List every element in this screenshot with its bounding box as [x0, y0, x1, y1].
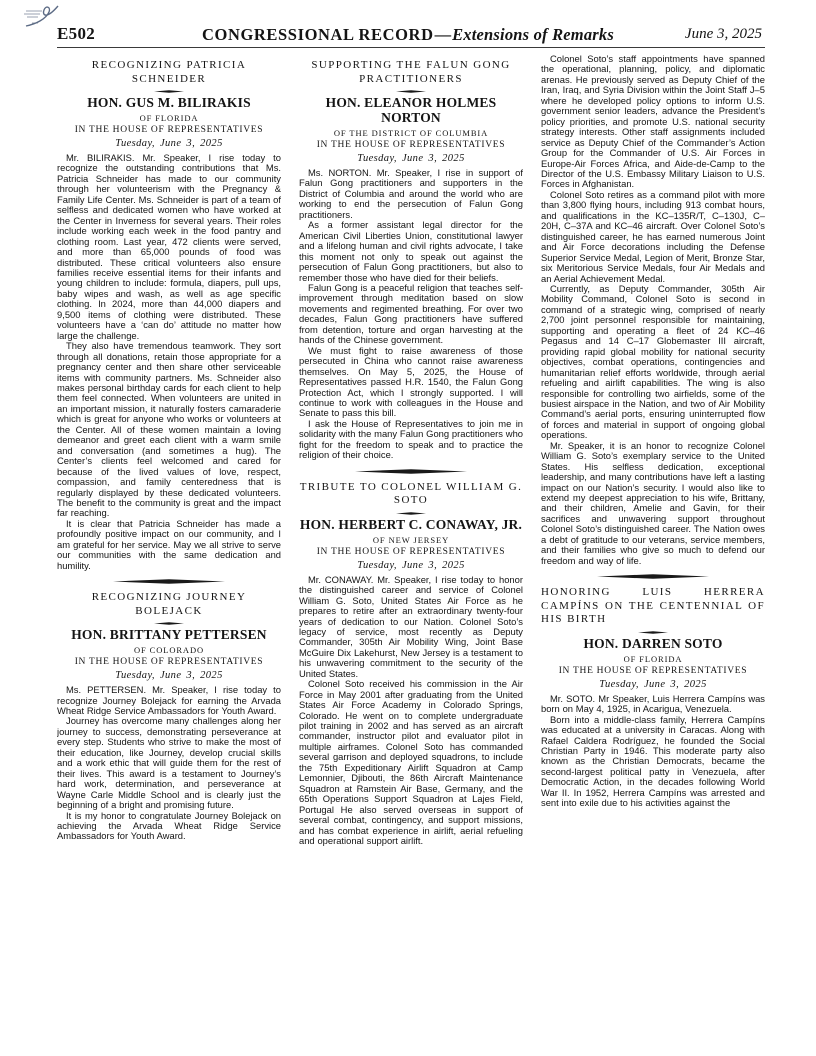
article-body	[57, 153, 281, 571]
text-column-3	[541, 52, 765, 1010]
article-title: SUPPORTING THE FALUN GONG PRACTITIONERS	[311, 59, 511, 85]
chamber-line: IN THE HOUSE OF REPRESENTATIVES	[558, 665, 748, 676]
article	[299, 481, 523, 847]
article-body	[541, 694, 765, 809]
article-title: RECOGNIZING JOURNEY BOLEJACK	[91, 591, 247, 617]
paragraph: Falun Gong is a peaceful religion that teaches self-improvement through meditation based on slow movements and regimented breathing. For over two decades, Falun Gong practitioners have suffered from detention, torture and organ harvesting at the hands of the Chinese government.	[299, 281, 523, 346]
header-rule	[57, 47, 765, 48]
member-state: OF COLORADO	[133, 645, 205, 656]
sitting-date: Tuesday, June 3, 2025	[115, 670, 223, 682]
article-continuation	[541, 54, 765, 566]
issue-date: June 3, 2025	[684, 26, 762, 42]
paragraph: Mr. CONAWAY. Mr. Speaker, I rise today to honor the distinguished career and service of Colonel William G. Soto, United States Air Force as he prepares to retire after an extraordinary twenty-four years of dedication to our Nation. Colonel Soto’s legacy of service, most recently as Deputy Commander, 305th Air Mobility Wing, Joint Base McGuire Dix Lakehurst, New Jersey is a testament to his unwavering commitment to the security of the United States.	[299, 573, 523, 679]
paragraph: Colonel Soto retires as a command pilot with more than 3,800 flying hours, including 913 combat hours, and qualifications in the KC–135R/T, C–130J, C–20H, C–37A and KC–46 aircraft. Over Colonel Soto’s distinguished career, he has earned numerous Joint and Air Force decorations including the Defense Superior Service Medal, Legion of Merit, Bronze Star, six Meritorious Service Medals, four Air Medals and an Aerial Achievement Medal.	[541, 188, 765, 284]
paragraph: Currently, as Deputy Commander, 305th Air Mobility Command, Colonel Soto is second in command of a strategic wing, comprised of nearly 2,700 joint personnel responsible for maintaining, supporting and operating a fleet of 24 KC–46 Pegasus and 14 C–17 Globemaster III aircraft, providing rapid global mobility for national security objectives, combat operations, contingencies and humanitarian relief efforts worldwide, through aerial refueling and airlift capabilities. The wing is also responsible for controlling two airfields, some of the busiest airspace in the Nation, and two of Air Mobility Command’s aerial ports, ensuring uninterrupted flow of forces and material in support of ongoing global operations.	[541, 282, 765, 441]
paragraph: We must fight to raise awareness of those persecuted in China who cannot raise awareness themselves. On May 5, 2025, the House of Representatives passed H.R. 1540, the Falun Gong Protection Act, which I strongly supported. I will continue to work with colleagues in the House and Senate to pass this bill.	[299, 344, 523, 419]
sitting-date: Tuesday, June 3, 2025	[599, 678, 707, 690]
text-column-1	[57, 52, 281, 1010]
paragraph: Colonel Soto received his commission in the Air Force in May 2001 after graduating from the United States Air Force Academy in Colorado Springs, Colorado. He went on to complete undergraduate pilot training in 2002 and has served as an aircraft commander, instructor pilot and evaluator pilot in multiple airframes. Colonel Soto has commanded several garrison and deployed squadrons, to include the 75th Expeditionary Airlift Squadron at Camp Lemonnier, Djibouti, the 86th Aircraft Maintenance Squadron at Ramstein Air Base, Germany, and the 65th Operations Support Squadron at Lajes Field, Portugal He also served overseas in support of several combat, contingency, and support missions, and has combat experience in airlift, aerial refueling and operational support airlift.	[299, 678, 523, 847]
sitting-date: Tuesday, June 3, 2025	[357, 153, 465, 164]
title-rule	[299, 90, 523, 93]
paragraph: Mr. Speaker, it is an honor to recognize Colonel William G. Soto’s exemplary service to the United States. His selfless dedication, exceptional leadership, and many contributions have left a lasting impact on our Nation’s security. I would also like to extend my deepest appreciation to his wife, Brittany, and their children, Amelie and Gavin, for their sacrifices and unwavering support throughout Colonel Soto’s distinguished career. The Nation owes a debt of gratitude to our veterans, service members, and their families who give so much to defend our freedom and way of life.	[541, 439, 765, 566]
member-name: HON. ELEANOR HOLMES NORTON	[325, 95, 497, 125]
masthead-section: Extensions of Remarks	[452, 25, 614, 44]
paragraph: I ask the House of Representatives to join me in solidarity with the many Falun Gong practitioners who fight for the freedom to speak and to practice the religion of their choice.	[299, 417, 523, 461]
paragraph: It is clear that Patricia Schneider has made a profoundly positive impact on our community, and I am grateful for her service. May we all strive to serve our communities with the same dedication and humility.	[57, 517, 281, 571]
member-state: OF FLORIDA	[139, 113, 199, 123]
paragraph: Born into a middle-class family, Herrera Campíns was educated at a university in Caracas. Along with Rafael Caldera Rodríguez, he founded the Social Christian Party in 1946. This moderate party also known as the Christian Democrats, became the second-largest political patty in Venezuela, after Democratic Action, in the decades following World War II. In 1952, Herrera Campíns was arrested and sent into exile due to his activities against the	[541, 713, 765, 809]
paragraph: Colonel Soto’s staff appointments have spanned the operational, planning, policy, and diplomatic arenas. He previously served as Deputy Chief of the Iran, Iraq, and Syria Division within the Joint Staff J–5 where he developed policy options to inform U.S. government senior leaders, advance the President’s policy priorities, and promote U.S. national security strategy interests. Other staff assignments included service as Deputy Chief of the Commander’s Action Group for the Commander of U.S. Air Forces in Europe-Air Forces Africa, and Aide-de-Camp to the Director of the U.S. Embassy Military Liaison to U.S. Forces in Afghanistan.	[541, 53, 765, 190]
article-divider	[299, 469, 523, 474]
title-rule	[57, 622, 281, 625]
member-name: HON. DARREN SOTO	[583, 635, 723, 651]
article-title: TRIBUTE TO COLONEL WILLIAM G. SOTO	[299, 480, 523, 507]
article	[57, 591, 281, 842]
article-body	[299, 575, 523, 847]
member-name: HON. BRITTANY PETTERSEN	[71, 627, 267, 643]
article	[541, 586, 765, 808]
member-name: HON. GUS M. BILIRAKIS	[87, 95, 251, 110]
chamber-line: IN THE HOUSE OF REPRESENTATIVES	[316, 546, 506, 557]
masthead-title: CONGRESSIONAL RECORD	[202, 25, 434, 44]
member-state: OF NEW JERSEY	[372, 534, 450, 545]
paragraph: They also have tremendous teamwork. They sort through all donations, retain those appropriate for a pregnancy center and then share other serviceable items with community partners. Ms. Schneider also makes personal birthday cards for each client to help them feel connected. When volunteers are united in an important mission, it naturally fosters camaraderie which is great for anyone who works or volunteers at the Center. All of these women maintain a loving demeanor and greet each client with a warm smile and conversation (and sometimes a hug). The Center’s clients feel welcomed and cared for because of the lived values of love, respect, compassion, and family centeredness that is regularly displayed by these dedicated volunteers. The benefit to the community is great and the impact far reaching.	[57, 340, 281, 519]
sitting-date: Tuesday, June 3, 2025	[357, 559, 465, 571]
chamber-line: IN THE HOUSE OF REPRESENTATIVES	[316, 140, 506, 150]
article-divider	[57, 579, 281, 584]
article-body	[299, 168, 523, 461]
paragraph: Journey has overcome many challenges along her journey to success, demonstrating perseverance at every step. Students who strive to make the most of their education, like Journey, develop crucial skills and a work ethic that will guide them for the rest of their lives. This award is a testament to Journey’s hard work, determination, and perseverance at Wayne Carle Middle School and is clearly just the beginning of a bright and promising future.	[57, 715, 281, 811]
article-title: HONORING LUIS HERRERA CAMPÍNS ON THE CENTENNIAL OF HIS BIRTH	[541, 586, 765, 626]
text-column-2	[299, 52, 523, 1010]
masthead-dash: —	[434, 25, 452, 44]
chamber-line: IN THE HOUSE OF REPRESENTATIVES	[74, 657, 264, 668]
paragraph: Mr. SOTO. Mr Speaker, Luis Herrera Campíns was born on May 4, 1925, in Acarigua, Venezuela.	[541, 692, 765, 715]
member-state: OF THE DISTRICT OF COLUMBIA	[333, 128, 489, 138]
article	[57, 59, 281, 571]
member-state: OF FLORIDA	[623, 653, 683, 664]
columns-container	[57, 52, 765, 1010]
sitting-date: Tuesday, June 3, 2025	[115, 138, 223, 149]
paragraph: As a former assistant legal director for the American Civil Liberties Union, constitutional lawyer and a lifelong human and civil rights advocate, I take this moment not only to speak out against the persecution of Falun Gong practitioners, but also to remember those who have died for their beliefs.	[299, 219, 523, 283]
chamber-line: IN THE HOUSE OF REPRESENTATIVES	[74, 125, 264, 135]
article-body	[57, 685, 281, 842]
title-rule	[299, 512, 523, 515]
member-name: HON. HERBERT C. CONAWAY, JR.	[299, 516, 523, 532]
page-number: E502	[57, 24, 96, 43]
title-rule	[57, 90, 281, 93]
article-divider	[541, 574, 765, 579]
article	[299, 59, 523, 461]
title-rule	[541, 631, 765, 634]
paragraph: It is my honor to congratulate Journey Bolejack on achieving the Arvada Wheat Ridge Service Ambassadors for Youth Award.	[57, 809, 281, 842]
article-title: RECOGNIZING PATRICIA SCHNEIDER	[91, 59, 247, 85]
paragraph: Ms. PETTERSEN. Mr. Speaker, I rise today to recognize Journey Bolejack for earning the Arvada Wheat Ridge Service Ambassadors for Youth Award.	[57, 684, 281, 717]
paragraph: Ms. NORTON. Mr. Speaker, I rise in support of Falun Gong practitioners and supporters in the District of Columbia and around the world who are working to end the persecution of Falun Gong practitioners.	[299, 167, 523, 220]
article-body	[541, 54, 765, 566]
paragraph: Mr. BILIRAKIS. Mr. Speaker, I rise today to recognize the outstanding contributions that Ms. Patricia Schneider has made to our community through her volunteerism with the Pregnancy & Family Life Center. Ms. Schneider is part of a team of selfless and dedicated women who have worked at the Center in Inverness for several years. Their roles include working each week in the food pantry and clothing room. Last year, 472 clients were served, and more than 65,000 pounds of food was distributed. These critical volunteers also ensure families receive essential items for their infants and young children to include: formula, diapers, pull ups, baby wipes and wash, as well as age specific clothing. In 2024, more than 44,000 diapers and 9,500 items of clothing were distributed. These volunteers have a ‘can do’ attitude no matter how large the challenge.	[57, 152, 281, 341]
